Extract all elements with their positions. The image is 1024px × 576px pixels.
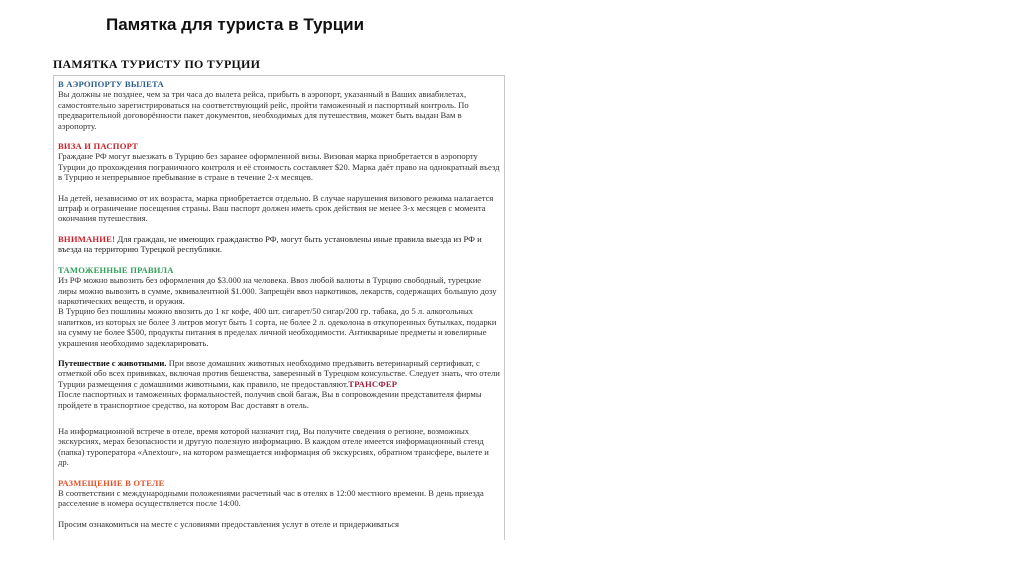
section-text-info: На информационной встрече в отеле, время которой назначит гид, Вы получите сведения о регионе, возможных экскурсиях, мерах безопасности и другую полезную информацию. В каждом отеле имеется информационный стенд (папка) туроператора «Anextour», на котором размещается информация об экскурсиях, обратном трансфере, вылете и др. [58, 425, 489, 468]
section-visa [58, 141, 500, 224]
section-animals [58, 358, 500, 389]
section-text-hotel-1: В соответствии с международными положениями расчетный час в отелях в 12:00 местного времени. В день приезда расселение в номера осуществляется после 14:00. [58, 488, 484, 509]
section-customs [58, 265, 500, 348]
slide-title: Памятка для туриста в Турции [106, 15, 365, 34]
section-title-visa: ВИЗА И ПАСПОРТ [58, 141, 139, 152]
section-airport [58, 79, 500, 131]
section-attention [58, 234, 500, 255]
section-text-customs-1: Из РФ можно вывозить без оформления до $3.000 на человека. Ввоз любой валюты в Турцию свободный, турецкие лиры можно вывозить в сумме, эквивалентной $1.000. Запрещён ввоз наркотиков, лекарств, содержащих большую дозу наркотических веществ, и оружия. [58, 275, 497, 306]
section-text-visa-2: На детей, независимо от их возраста, марка приобретается отдельно. В случае нарушения визового режима налагается штраф и ограничение посещения страны. Ваш паспорт должен иметь срок действия не менее 3-х месяцев с момента окончания путешествия. [58, 192, 494, 224]
section-text-customs-2: В Турцию без пошлины можно ввозить до 1 кг кофе, 400 шт. сигарет/50 сигар/200 гр. табака, до 5 л. алкогольных напитков, из которых не более 3 литров могут быть 1 сорта, не более 2 л. одеколона в откупоренных бутылках, подарки на сумму не более $500, продукты питания в пределах личной необходимости. Антикварные предметы и ювелирные украшения необходимо задекларировать. [58, 306, 497, 348]
animals-label: Путешествие с животными. [58, 357, 167, 368]
section-title-hotel: РАЗМЕЩЕНИЕ В ОТЕЛЕ [58, 477, 165, 488]
animals-text: При ввозе домашних животных необходимо предъявить ветеринарный сертификат, с отметкой обо всех прививках, включая против бешенства, заверенный в Турецком консульстве. Следует знать, что отели Турции размещения с домашними животными, как правило, не предоставляют. [58, 357, 500, 389]
section-text-hotel-2: Просим ознакомиться на месте с условиями предоставления услут в отеле и придерживаться [58, 518, 400, 529]
section-text-visa-1: Граждане РФ могут выезжать в Турцию без заранее оформленной визы. Визовая марка приобретается в аэропорту Турции до прохождения пограничного контроля и её стоимость составляет $20. Марка даёт право на однократный въезд в Турцию и непрерывное пребывание в стране в течение 2-х месяцев. [58, 151, 500, 183]
section-title-airport: В АЭРОПОРТУ ВЫЛЕТА [58, 79, 164, 89]
document-body [53, 75, 505, 540]
attention-text: Для граждан, не имеющих гражданство РФ, могут быть установлены иные правила выезда из РФ и въезда на территорию Турецкой республики. [58, 233, 482, 255]
document-heading: ПАМЯТКА ТУРИСТУ ПО ТУРЦИИ [53, 57, 261, 71]
section-text-transfer: После паспортных и таможенных формальностей, получив свой багаж, Вы в сопровождении представителя фирмы пройдете в транспортное средство, на котором Вас доставят в отель. [58, 389, 482, 410]
section-text-airport: Вы должны не позднее, чем за три часа до вылета рейса, прибыть в аэропорт, указанный в Ваших авиабилетах, самостоятельно зарегистрироваться на соответствующий рейс, пройти таможенный и паспортный контроль. По предварительной договорённости пакет документов, необходимых для путешествия, может быть выдан Вам в аэропорту. [58, 89, 469, 131]
section-hotel [58, 478, 500, 530]
section-title-transfer: ТРАНСФЕР [348, 378, 398, 389]
attention-label: ВНИМАНИЕ! [58, 233, 116, 244]
section-title-customs: ТАМОЖЕННЫЕ ПРАВИЛА [58, 264, 174, 275]
